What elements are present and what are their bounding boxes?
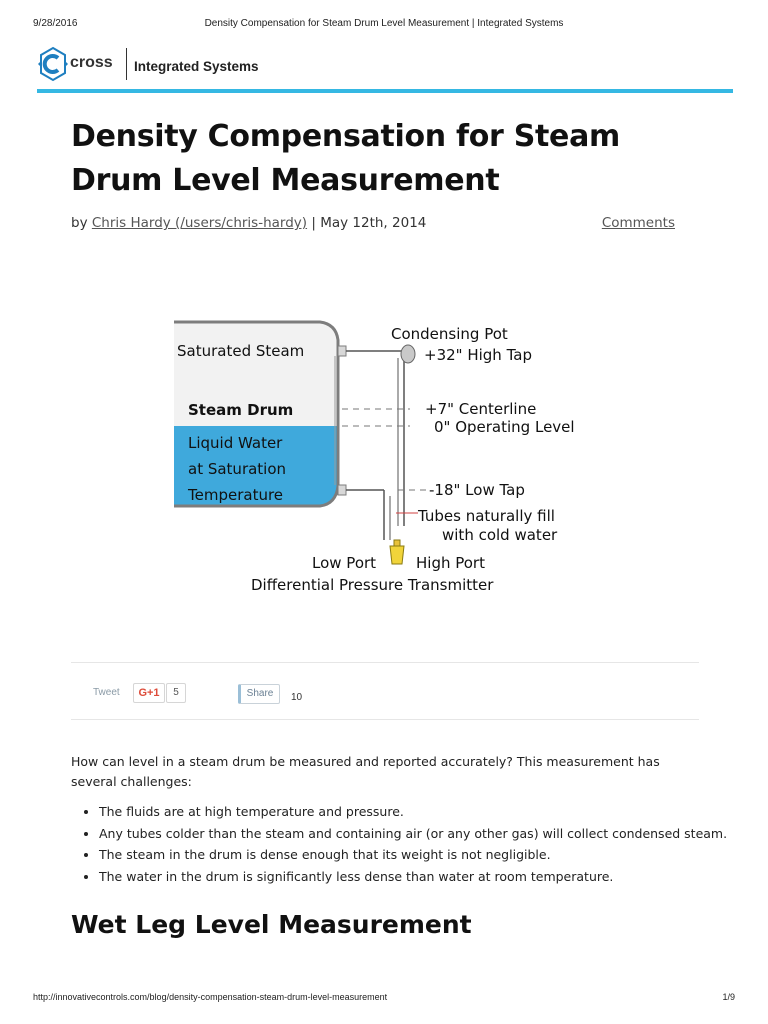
label-high-tap: +32" High Tap bbox=[424, 346, 532, 364]
print-footer bbox=[0, 992, 768, 1006]
page-number: 1/9 bbox=[722, 992, 735, 1002]
byline bbox=[71, 215, 675, 235]
label-low-tap: -18" Low Tap bbox=[429, 481, 525, 499]
print-url: http://innovativecontrols.com/blog/density-compensation-steam-drum-level-measurement bbox=[33, 992, 388, 1002]
share-count: 10 bbox=[291, 692, 303, 703]
header-accent-rule bbox=[37, 89, 733, 93]
label-tubes-1: Tubes naturally fill bbox=[418, 507, 555, 525]
logo-subtitle: Integrated Systems bbox=[134, 59, 259, 74]
print-title: Density Compensation for Steam Drum Level Measurement | Integrated Systems bbox=[204, 18, 564, 29]
article-date: May 12th, 2014 bbox=[320, 215, 427, 231]
google-plus-button[interactable]: G+1 bbox=[133, 683, 165, 703]
label-condensing-pot: Condensing Pot bbox=[391, 325, 508, 343]
challenges-list bbox=[71, 801, 729, 887]
site-logo[interactable] bbox=[38, 46, 298, 82]
label-liquid-water-3: Temperature bbox=[188, 486, 284, 504]
logo-brand: cross bbox=[70, 54, 113, 71]
print-header bbox=[0, 18, 768, 32]
transmitter-stem bbox=[394, 540, 400, 546]
steam-drum-diagram bbox=[172, 318, 612, 603]
upper-nozzle bbox=[338, 346, 346, 356]
list-item: • Any tubes colder than the steam and containing air (or any other gas) will collect condensed steam. bbox=[99, 823, 729, 845]
tweet-button[interactable]: Tweet bbox=[93, 687, 120, 698]
list-item: • The fluids are at high temperature and pressure. bbox=[99, 801, 729, 823]
author-link[interactable]: Chris Hardy (/users/chris-hardy) bbox=[91, 215, 308, 231]
label-operating-level: 0" Operating Level bbox=[434, 418, 575, 436]
label-centerline: +7" Centerline bbox=[425, 400, 537, 418]
print-date: 9/28/2016 bbox=[33, 18, 78, 29]
label-liquid-water-2: at Saturation bbox=[188, 460, 287, 478]
transmitter-icon bbox=[390, 546, 404, 564]
article-title: Density Compensation for Steam Drum Level Measurement bbox=[71, 119, 620, 198]
condensing-pot-icon bbox=[401, 345, 415, 363]
linkedin-share-button[interactable]: Share bbox=[238, 684, 280, 704]
section-heading: Wet Leg Level Measurement bbox=[71, 910, 472, 939]
label-high-port: High Port bbox=[416, 554, 485, 572]
logo-divider bbox=[126, 48, 127, 80]
social-share-bar bbox=[71, 662, 699, 720]
cross-logo-icon bbox=[38, 46, 68, 82]
byline-separator: | bbox=[307, 215, 321, 231]
lower-nozzle bbox=[338, 485, 346, 495]
comments-link[interactable]: Comments bbox=[601, 215, 675, 231]
google-plus-count: 5 bbox=[166, 683, 186, 703]
label-low-port: Low Port bbox=[312, 554, 377, 572]
list-item: • The water in the drum is significantly less dense than water at room temperature. bbox=[99, 866, 729, 888]
label-tubes-2: with cold water bbox=[442, 526, 558, 544]
label-steam-drum: Steam Drum bbox=[188, 401, 294, 419]
label-liquid-water-1: Liquid Water bbox=[188, 434, 283, 452]
byline-prefix: by bbox=[71, 215, 88, 231]
label-transmitter: Differential Pressure Transmitter bbox=[251, 576, 494, 594]
intro-paragraph: How can level in a steam drum be measured and reported accurately? This measurement has several challenges: bbox=[71, 754, 660, 789]
label-saturated-steam: Saturated Steam bbox=[177, 342, 305, 360]
list-item: • The steam in the drum is dense enough that its weight is not negligible. bbox=[99, 844, 729, 866]
